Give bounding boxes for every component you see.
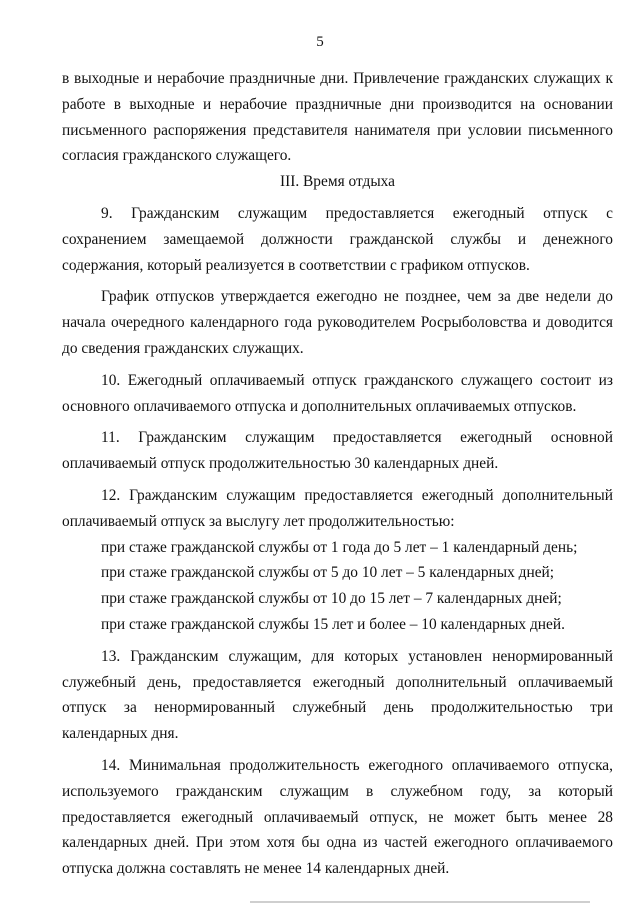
paragraph-12: 12. Гражданским служащим предоставляется ежегодный дополнительный оплачиваемый отпуск за выслугу лет продолжительностью:: [62, 486, 613, 530]
section-heading: III. Время отдыха: [279, 173, 396, 191]
list-item-seniority-2: при стаже гражданской службы от 5 до 10 лет – 5 календарных дней;: [101, 564, 555, 582]
paragraph-11: 11. Гражданским служащим предоставляется ежегодный основной оплачиваемый отпуск продолжительностью 30 календарных дней.: [62, 429, 613, 473]
paragraph-14: 14. Минимальная продолжительность ежегодного оплачиваемого отпуска, используемого гражданским служащим в служебном году, за который предоставляется ежегодный оплачиваемый отпуск, не может быть менее 28 календарных дней. При этом хотя бы одна из частей ежегодного оплачиваемого отпуска должна составлять не менее 14 календарных дней.: [62, 756, 613, 878]
paragraph-9-schedule: График отпусков утверждается ежегодно не позднее, чем за две недели до начала очередного календарного года руководителем Росрыболовства и доводится до сведения гражданских служащих.: [62, 288, 613, 357]
scan-edge-line: [250, 901, 590, 903]
paragraph-intro-continuation: в выходные и нерабочие праздничные дни. Привлечение гражданских служащих к работе в выходные и нерабочие праздничные дни производится на основании письменного распоряжения представителя нанимателя при условии письменного согласия гражданского служащего.: [62, 70, 613, 165]
paragraph-10: 10. Ежегодный оплачиваемый отпуск гражданского служащего состоит из основного оплачиваемого отпуска и дополнительных оплачиваемых отпусков.: [62, 371, 613, 415]
list-item-seniority-3: при стаже гражданской службы от 10 до 15 лет – 7 календарных дней;: [101, 590, 562, 608]
list-item-seniority-4: при стаже гражданской службы 15 лет и более – 10 календарных дней.: [101, 615, 565, 633]
paragraph-13: 13. Гражданским служащим, для которых установлен ненормированный служебный день, предоставляется ежегодный дополнительный оплачиваемый отпуск за ненормированный служебный день продолжительностью три календарных дня.: [62, 647, 613, 743]
list-item-seniority-1: при стаже гражданской службы от 1 года до 5 лет – 1 календарный день;: [101, 538, 578, 556]
paragraph-9: 9. Гражданским служащим предоставляется ежегодный отпуск с сохранением замещаемой должности гражданской службы и денежного содержания, который реализуется в соответствии с графиком отпусков.: [62, 204, 613, 274]
document-body: [62, 66, 613, 882]
page-number: 5: [316, 34, 324, 50]
